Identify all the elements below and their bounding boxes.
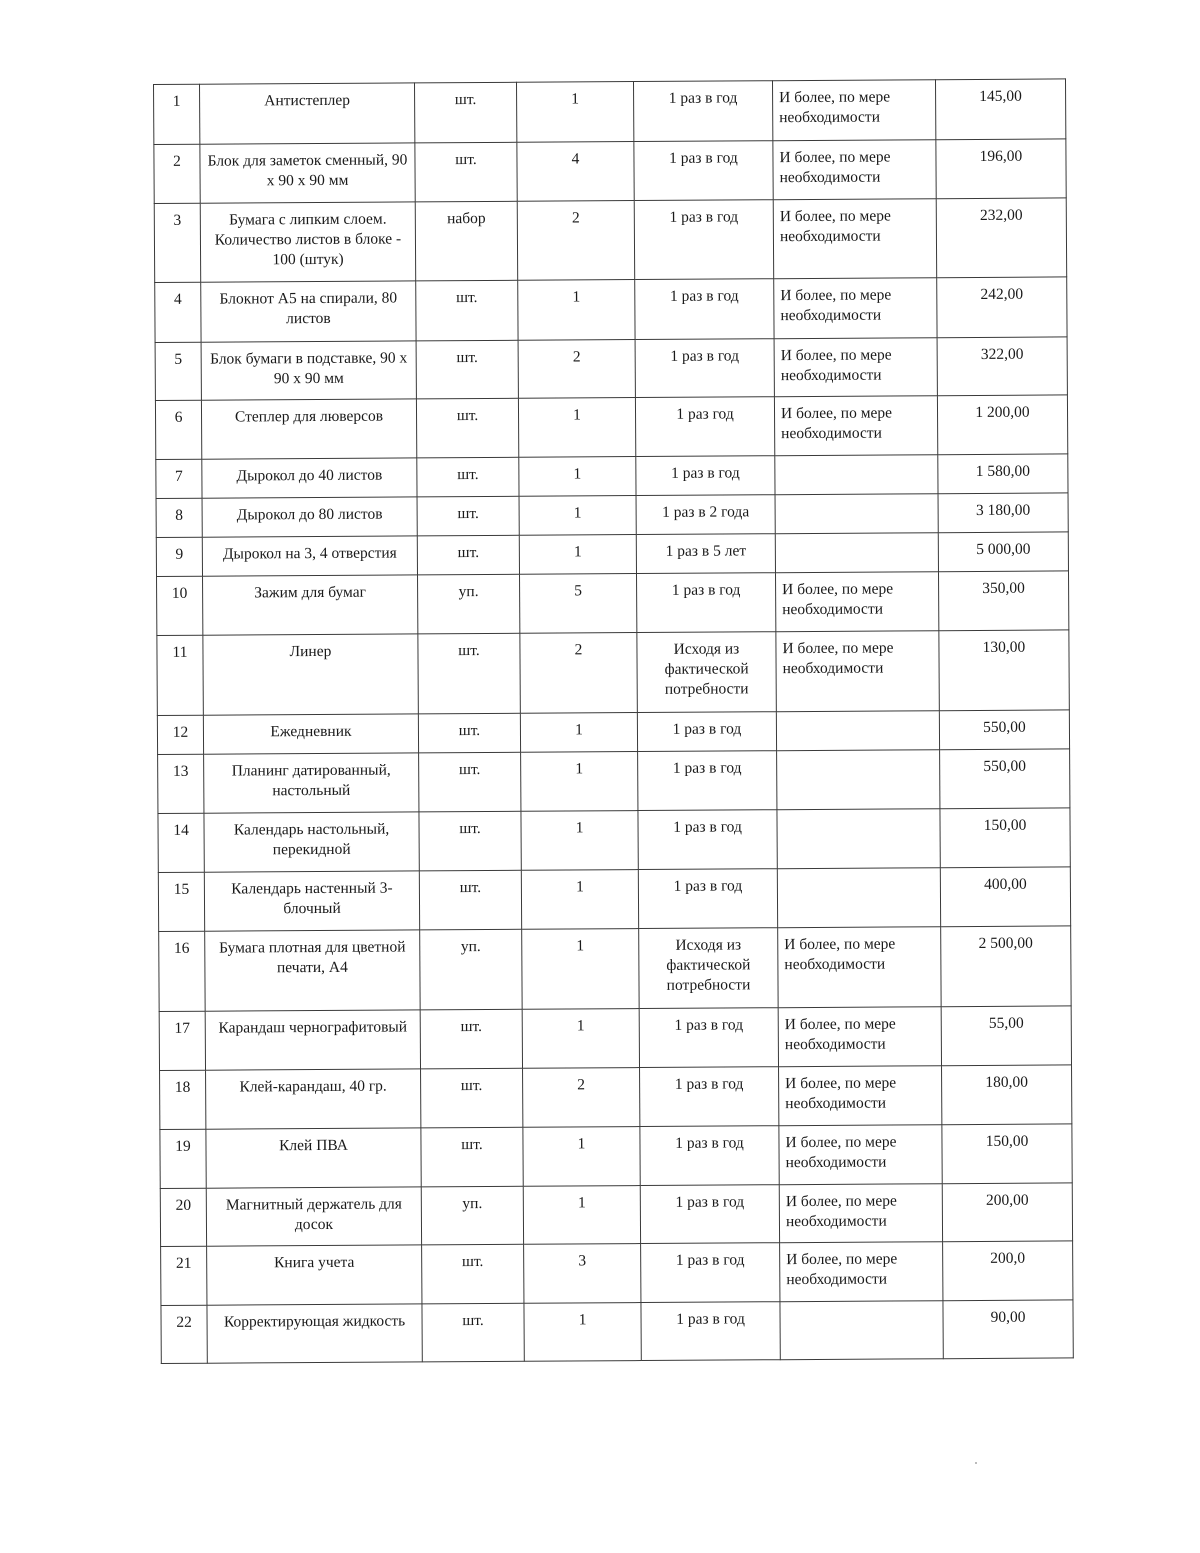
row-number: 4 (155, 282, 201, 342)
row-number: 19 (160, 1129, 206, 1188)
item-unit: уп. (420, 929, 522, 1010)
item-frequency: 1 раз в год (633, 81, 772, 142)
item-price: 145,00 (935, 79, 1065, 140)
item-name: Книга учета (207, 1245, 422, 1305)
item-price: 2 500,00 (941, 926, 1071, 1007)
item-unit: шт. (419, 811, 521, 871)
item-name: Магнитный держатель для досок (206, 1187, 421, 1246)
item-note (775, 494, 938, 534)
item-note (777, 809, 940, 869)
table-row (160, 1183, 1072, 1247)
item-frequency: 1 раз в год (638, 751, 777, 811)
item-note: И более, по мере необходимости (773, 140, 936, 200)
item-unit: шт. (421, 1127, 523, 1187)
item-quantity: 2 (523, 1068, 640, 1128)
item-quantity: 1 (518, 280, 635, 341)
item-unit: шт. (417, 535, 519, 575)
row-number: 13 (158, 754, 204, 813)
row-number: 14 (158, 813, 204, 872)
table-row (157, 710, 1069, 755)
row-number: 17 (159, 1011, 205, 1070)
item-frequency: 1 раз год (635, 397, 774, 457)
row-number: 12 (157, 715, 203, 754)
item-name: Зажим для бумаг (203, 575, 418, 635)
item-name: Бумага плотная для цветной печати, А4 (205, 930, 420, 1011)
scan-speck (975, 1462, 977, 1464)
item-note: И более, по мере необходимости (778, 927, 941, 1008)
item-unit: набор (415, 201, 517, 281)
item-unit: шт. (417, 457, 519, 497)
item-frequency: 1 раз в год (634, 200, 773, 280)
table-row (158, 749, 1070, 814)
table-row (156, 493, 1068, 538)
row-number: 21 (161, 1246, 207, 1305)
item-quantity: 4 (517, 142, 634, 202)
item-unit: шт. (414, 82, 516, 143)
item-name: Блок бумаги в подставке, 90 х 90 х 90 мм (201, 341, 416, 400)
row-number: 7 (156, 459, 202, 498)
item-frequency: 1 раз в год (636, 573, 775, 633)
table-row (161, 1300, 1073, 1364)
item-note (777, 750, 940, 810)
table-row (158, 867, 1070, 932)
item-quantity: 1 (518, 398, 635, 458)
item-unit: шт. (422, 1244, 524, 1304)
item-name: Дырокол на 3, 4 отверстия (202, 536, 417, 576)
table-row (159, 926, 1071, 1012)
item-unit: шт. (416, 280, 518, 341)
item-quantity: 2 (517, 201, 634, 281)
item-frequency: 1 раз в 5 лет (636, 534, 775, 574)
item-unit: шт. (416, 398, 518, 458)
item-unit: шт. (416, 340, 518, 399)
item-quantity: 5 (520, 574, 637, 634)
item-name: Дырокол до 80 листов (202, 497, 417, 537)
table-row (155, 277, 1067, 343)
item-note: И более, по мере необходимости (772, 80, 935, 141)
item-note: И более, по мере необходимости (776, 631, 939, 712)
item-name: Блок для заметок сменный, 90 х 90 х 90 мм (200, 143, 415, 203)
row-number: 15 (158, 872, 204, 931)
table-row (157, 571, 1069, 636)
item-price: 150,00 (942, 1124, 1072, 1184)
item-name: Клей-карандаш, 40 гр. (206, 1069, 421, 1129)
item-note: И более, по мере необходимости (773, 199, 936, 279)
item-price: 1 580,00 (938, 454, 1068, 494)
item-note: И более, по мере необходимости (774, 396, 937, 456)
item-quantity: 3 (524, 1244, 641, 1304)
item-note: И более, по мере необходимости (779, 1066, 942, 1126)
item-unit: шт. (421, 1068, 523, 1128)
item-note: И более, по мере необходимости (774, 338, 937, 397)
item-quantity: 2 (518, 340, 635, 399)
item-quantity: 1 (519, 535, 636, 575)
item-unit: шт. (418, 633, 520, 714)
item-quantity: 2 (520, 633, 637, 714)
row-number: 16 (159, 931, 205, 1011)
item-price: 3 180,00 (938, 493, 1068, 533)
item-note: И более, по мере необходимости (780, 1242, 943, 1302)
item-unit: шт. (420, 1009, 522, 1069)
row-number: 8 (156, 498, 202, 537)
item-quantity: 1 (520, 713, 637, 753)
item-name: Бумага с липким слоем. Количество листов в блоке - 100 (штук) (200, 202, 415, 282)
item-quantity: 1 (521, 870, 638, 930)
item-price: 130,00 (939, 630, 1069, 711)
item-price: 242,00 (937, 277, 1067, 338)
item-name: Планинг датированный, настольный (204, 753, 419, 813)
item-note (775, 533, 938, 573)
item-frequency: 1 раз в год (640, 1067, 779, 1127)
row-number: 10 (157, 576, 203, 635)
item-frequency: 1 раз в год (638, 869, 777, 929)
row-number: 11 (157, 635, 203, 715)
item-note (775, 455, 938, 495)
item-unit: шт. (418, 713, 520, 753)
item-price: 200,00 (942, 1183, 1072, 1242)
item-price: 150,00 (940, 808, 1070, 868)
table-row (159, 1006, 1071, 1071)
item-unit: шт. (419, 870, 521, 930)
item-price: 1 200,00 (937, 395, 1067, 455)
item-price: 400,00 (940, 867, 1070, 927)
row-number: 1 (154, 84, 200, 144)
item-frequency: 1 раз в год (634, 141, 773, 201)
item-price: 232,00 (936, 198, 1066, 278)
row-number: 20 (160, 1188, 206, 1246)
item-quantity: 1 (522, 929, 639, 1010)
table-row (154, 198, 1066, 283)
item-note: И более, по мере необходимости (774, 278, 937, 339)
item-unit: шт. (417, 496, 519, 536)
item-frequency: Исходя из фактической потребности (639, 928, 778, 1009)
item-price: 322,00 (937, 337, 1067, 396)
item-price: 180,00 (942, 1065, 1072, 1125)
item-name: Календарь настенный 3-блочный (204, 871, 419, 931)
item-frequency: 1 раз в год (641, 1302, 780, 1361)
item-price: 90,00 (943, 1300, 1073, 1359)
item-name: Степлер для люверсов (201, 399, 416, 459)
row-number: 2 (154, 144, 200, 203)
item-frequency: 1 раз в год (635, 279, 774, 340)
table-row (156, 454, 1068, 499)
table-row (155, 395, 1067, 460)
table-row (160, 1124, 1072, 1189)
item-price: 550,00 (940, 749, 1070, 809)
item-quantity: 1 (516, 82, 633, 143)
item-quantity: 1 (523, 1186, 640, 1245)
item-note (776, 711, 939, 751)
item-price: 200,0 (943, 1241, 1073, 1301)
item-name: Антистеплер (200, 83, 415, 144)
item-unit: шт. (419, 752, 521, 812)
table-row (160, 1065, 1072, 1130)
item-unit: шт. (422, 1303, 524, 1362)
item-frequency: Исходя из фактической потребности (637, 632, 776, 713)
item-note: И более, по мере необходимости (779, 1125, 942, 1185)
item-quantity: 1 (521, 752, 638, 812)
table-row (154, 139, 1066, 204)
row-number: 5 (155, 342, 201, 400)
item-price: 5 000,00 (938, 532, 1068, 572)
item-name: Клей ПВА (206, 1128, 421, 1188)
table-row (161, 1241, 1073, 1306)
item-quantity: 1 (522, 1009, 639, 1069)
item-quantity: 1 (523, 1127, 640, 1187)
item-frequency: 1 раз в год (638, 810, 777, 870)
item-price: 55,00 (941, 1006, 1071, 1066)
row-number: 22 (161, 1305, 207, 1363)
item-name: Корректирующая жидкость (207, 1304, 422, 1363)
item-name: Блокнот А5 на спирали, 80 листов (201, 281, 416, 342)
table-row (157, 630, 1069, 716)
item-note: И более, по мере необходимости (775, 572, 938, 632)
table-row (155, 337, 1067, 401)
item-quantity: 1 (519, 457, 636, 497)
row-number: 6 (155, 400, 201, 459)
item-name: Дырокол до 40 листов (202, 458, 417, 498)
item-frequency: 1 раз в год (641, 1243, 780, 1303)
item-unit: шт. (415, 142, 517, 202)
row-number: 9 (156, 537, 202, 576)
item-frequency: 1 раз в год (636, 456, 775, 496)
item-frequency: 1 раз в 2 года (636, 495, 775, 535)
item-quantity: 1 (524, 1303, 641, 1362)
item-frequency: 1 раз в год (635, 339, 774, 398)
item-name: Календарь настольный, перекидной (204, 812, 419, 872)
table-row (156, 532, 1068, 577)
item-price: 196,00 (936, 139, 1066, 199)
row-number: 3 (154, 203, 200, 282)
item-price: 350,00 (938, 571, 1068, 631)
item-price: 550,00 (939, 710, 1069, 750)
item-note (777, 868, 940, 928)
item-name: Ежедневник (203, 714, 418, 754)
row-number: 18 (160, 1070, 206, 1129)
item-note: И более, по мере необходимости (779, 1184, 942, 1243)
item-frequency: 1 раз в год (639, 1008, 778, 1068)
item-unit: уп. (421, 1186, 523, 1245)
item-frequency: 1 раз в год (640, 1185, 779, 1244)
supplies-table (153, 78, 1074, 1364)
item-note: И более, по мере необходимости (778, 1007, 941, 1067)
item-frequency: 1 раз в год (640, 1126, 779, 1186)
item-note (780, 1301, 943, 1360)
item-frequency: 1 раз в год (637, 712, 776, 752)
item-name: Линер (203, 634, 418, 715)
table-row (154, 79, 1066, 145)
table-row (158, 808, 1070, 873)
item-name: Карандаш чернографитовый (205, 1010, 420, 1070)
item-quantity: 1 (521, 811, 638, 871)
item-quantity: 1 (519, 496, 636, 536)
item-unit: уп. (418, 574, 520, 634)
